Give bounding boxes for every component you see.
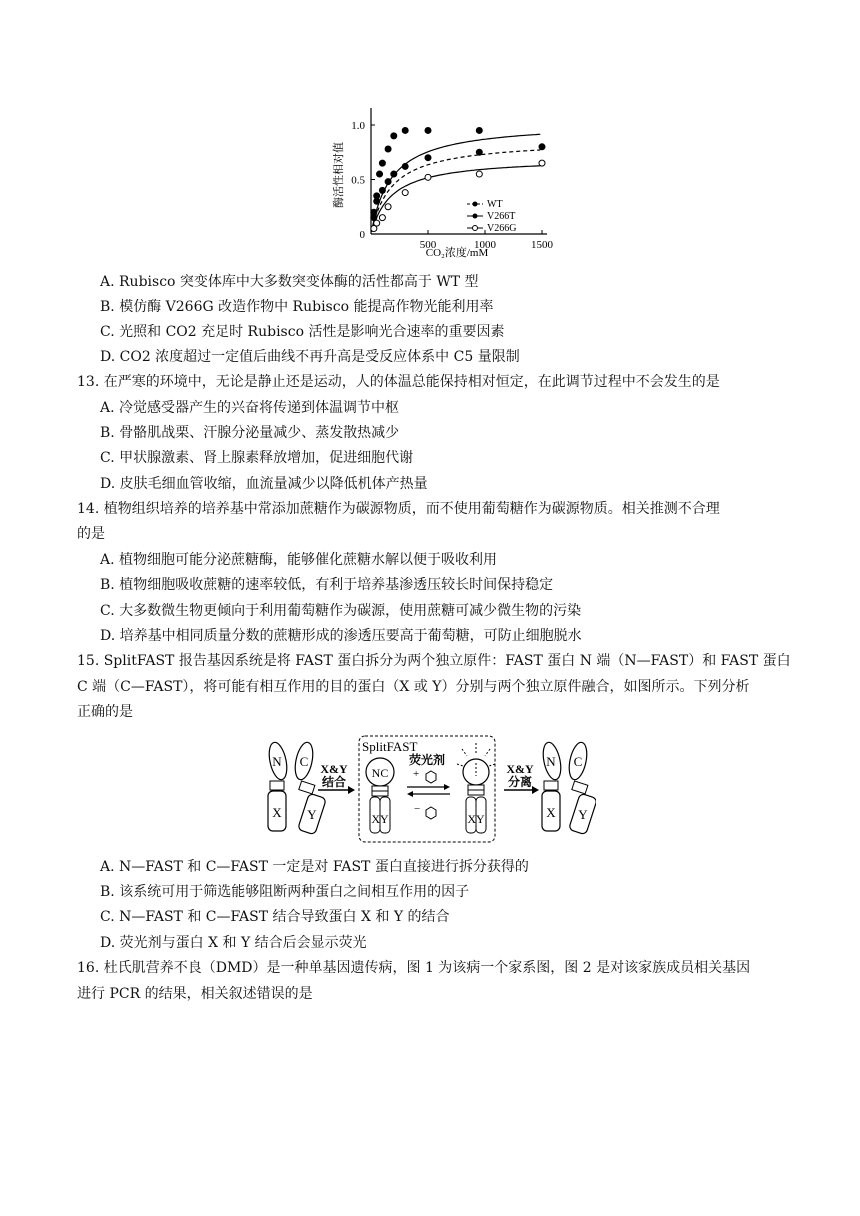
q16-stem-line2: 进行 PCR 的结果，相关叙述错误的是 bbox=[77, 986, 313, 1002]
q15-stem-line2: C 端（C—FAST），将可能有相互作用的目的蛋白（X 或 Y）分别与两个独立原件融合，如图所示。下列分析 bbox=[77, 679, 750, 695]
data-point-v266t bbox=[425, 127, 431, 133]
data-point-wt bbox=[476, 149, 482, 155]
bound-complex-dark bbox=[366, 758, 394, 833]
q12-option-c: C. 光照和 CO2 充足时 Rubisco 活性是影响光合速率的重要因素 bbox=[100, 324, 505, 340]
dye-molecule-icon bbox=[426, 771, 436, 783]
legend-wt: WT bbox=[487, 199, 503, 210]
q12-option-a: A. Rubisco 突变体库中大多数突变体酶的活性都高于 WT 型 bbox=[100, 274, 479, 290]
data-point-v266g bbox=[425, 174, 431, 180]
q14-stem-line1: 14. 植物组织培养的培养基中常添加蔗糖作为碳源物质，而不使用葡萄糖作为碳源物质。相关推测不合理 bbox=[77, 501, 720, 517]
q12-option-d: D. CO2 浓度超过一定值后曲线不再升高是受反应体系中 C5 量限制 bbox=[100, 349, 520, 365]
data-point-v266t bbox=[385, 146, 391, 152]
data-point-v266t bbox=[476, 127, 482, 133]
y-tick-label: 1.0 bbox=[351, 120, 365, 132]
x-tick-label: 1000 bbox=[474, 239, 496, 251]
q13-option-c: C. 甲状腺激素、肾上腺素释放增加，促进细胞代谢 bbox=[100, 450, 414, 466]
q14-option-b: B. 植物细胞吸收蔗糖的速率较低，有利于培养基渗透压较长时间保持稳定 bbox=[100, 577, 554, 593]
legend bbox=[467, 199, 516, 234]
q15-option-d: D. 荧光剂与蛋白 X 和 Y 结合后会显示荧光 bbox=[100, 935, 367, 951]
q13-option-b: B. 骨骼肌战栗、汗腺分泌量减少、蒸发散热减少 bbox=[100, 425, 400, 441]
data-point-v266t bbox=[402, 127, 408, 133]
chart-ylabel: 酶活性相对值 bbox=[333, 142, 345, 208]
svg-text:Y: Y bbox=[307, 807, 317, 822]
q15-stem-line1: 15. SplitFAST 报告基因系统是将 FAST 蛋白拆分为两个独立原件：FAST 蛋白 N 端（N—FAST）和 FAST 蛋白 bbox=[77, 653, 791, 669]
svg-text:XY: XY bbox=[467, 812, 485, 826]
q13-option-d: D. 皮肤毛细血管收缩，血流量减少以降低机体产热量 bbox=[100, 476, 428, 492]
data-point-wt bbox=[425, 155, 431, 161]
data-point-v266t bbox=[377, 171, 383, 177]
svg-text:NC: NC bbox=[371, 766, 389, 780]
q13-option-a: A. 冷觉感受器产生的兴奋将传递到体温调节中枢 bbox=[100, 400, 400, 416]
n-fast-x-fusion-left bbox=[266, 741, 290, 831]
q12-option-b: B. 模仿酶 V266G 改造作物中 Rubisco 能提高作物光能利用率 bbox=[100, 299, 494, 315]
data-point-wt bbox=[539, 144, 545, 150]
legend-v266t: V266T bbox=[487, 211, 516, 222]
fluorescent-complex bbox=[457, 743, 495, 833]
svg-text:XY: XY bbox=[371, 812, 389, 826]
sep-label-xy: X&Y bbox=[506, 762, 534, 776]
chart-xlabel: CO₂浓度/mM bbox=[425, 247, 489, 259]
q14-option-a: A. 植物细胞可能分泌蔗糖酶，能够催化蔗糖水解以便于吸收利用 bbox=[100, 552, 498, 568]
data-point-v266t bbox=[391, 133, 397, 139]
splitfast-title: SplitFAST bbox=[362, 739, 418, 754]
data-point-v266g bbox=[402, 190, 408, 196]
q15-option-a: A. N—FAST 和 C—FAST 一定是对 FAST 蛋白直接进行拆分获得的 bbox=[100, 859, 529, 875]
svg-text:X: X bbox=[546, 805, 556, 820]
enzyme-activity-chart bbox=[322, 100, 572, 260]
data-point-v266t bbox=[374, 193, 380, 199]
data-point-v266g bbox=[379, 215, 385, 221]
bind-label-xy: X&Y bbox=[320, 762, 348, 776]
data-point-v266t bbox=[379, 160, 385, 166]
svg-text:+: + bbox=[413, 768, 420, 780]
dye-molecule-icon bbox=[426, 807, 436, 819]
q15-option-b: B. 该系统可用于筛选能够阻断两种蛋白之间相互作用的因子 bbox=[100, 884, 470, 900]
splitfast-diagram bbox=[256, 731, 596, 847]
y-tick-label: 0.5 bbox=[351, 174, 365, 187]
n-fast-x-fusion-right bbox=[540, 741, 564, 831]
svg-text:N: N bbox=[272, 754, 282, 769]
svg-text:−: − bbox=[414, 803, 421, 815]
q14-stem-line2: 的是 bbox=[77, 526, 105, 542]
q13-stem: 13. 在严寒的环境中，无论是静止还是运动，人的体温总能保持相对恒定，在此调节过程中不会发生的是 bbox=[77, 374, 720, 390]
y-tick-label: 0 bbox=[359, 229, 365, 241]
data-point-v266t bbox=[371, 209, 377, 215]
svg-text:N: N bbox=[546, 754, 556, 769]
x-tick-label: 1500 bbox=[531, 239, 553, 251]
data-point-v266g bbox=[385, 204, 391, 210]
data-point-v266g bbox=[539, 160, 545, 166]
x-tick-label: 500 bbox=[419, 239, 437, 251]
svg-text:Y: Y bbox=[578, 807, 588, 822]
data-point-v266g bbox=[476, 171, 482, 177]
bind-label-text: 结合 bbox=[321, 775, 347, 789]
sep-label-text: 分离 bbox=[507, 775, 533, 789]
q15-stem-line3: 正确的是 bbox=[77, 704, 133, 720]
dye-label: 荧光剂 bbox=[408, 753, 446, 767]
q14-option-d: D. 培养基中相同质量分数的蔗糖形成的渗透压要高于葡萄糖，可防止细胞脱水 bbox=[100, 628, 582, 644]
svg-text:C: C bbox=[573, 754, 583, 769]
svg-text:C: C bbox=[299, 754, 309, 769]
q16-stem-line1: 16. 杜氏肌营养不良（DMD）是一种单基因遗传病，图 1 为该病一个家系图，图 2 是对该家族成员相关基因 bbox=[77, 960, 751, 976]
c-fast-y-fusion-right bbox=[566, 741, 596, 835]
data-point-v266g bbox=[374, 220, 380, 226]
legend-v266g: V266G bbox=[487, 223, 517, 234]
q14-option-c: C. 大多数微生物更倾向于利用葡萄糖作为碳源，使用蔗糖可减少微生物的污染 bbox=[100, 603, 582, 619]
svg-text:X: X bbox=[272, 805, 282, 820]
q15-option-c: C. N—FAST 和 C—FAST 结合导致蛋白 X 和 Y 的结合 bbox=[100, 909, 450, 925]
